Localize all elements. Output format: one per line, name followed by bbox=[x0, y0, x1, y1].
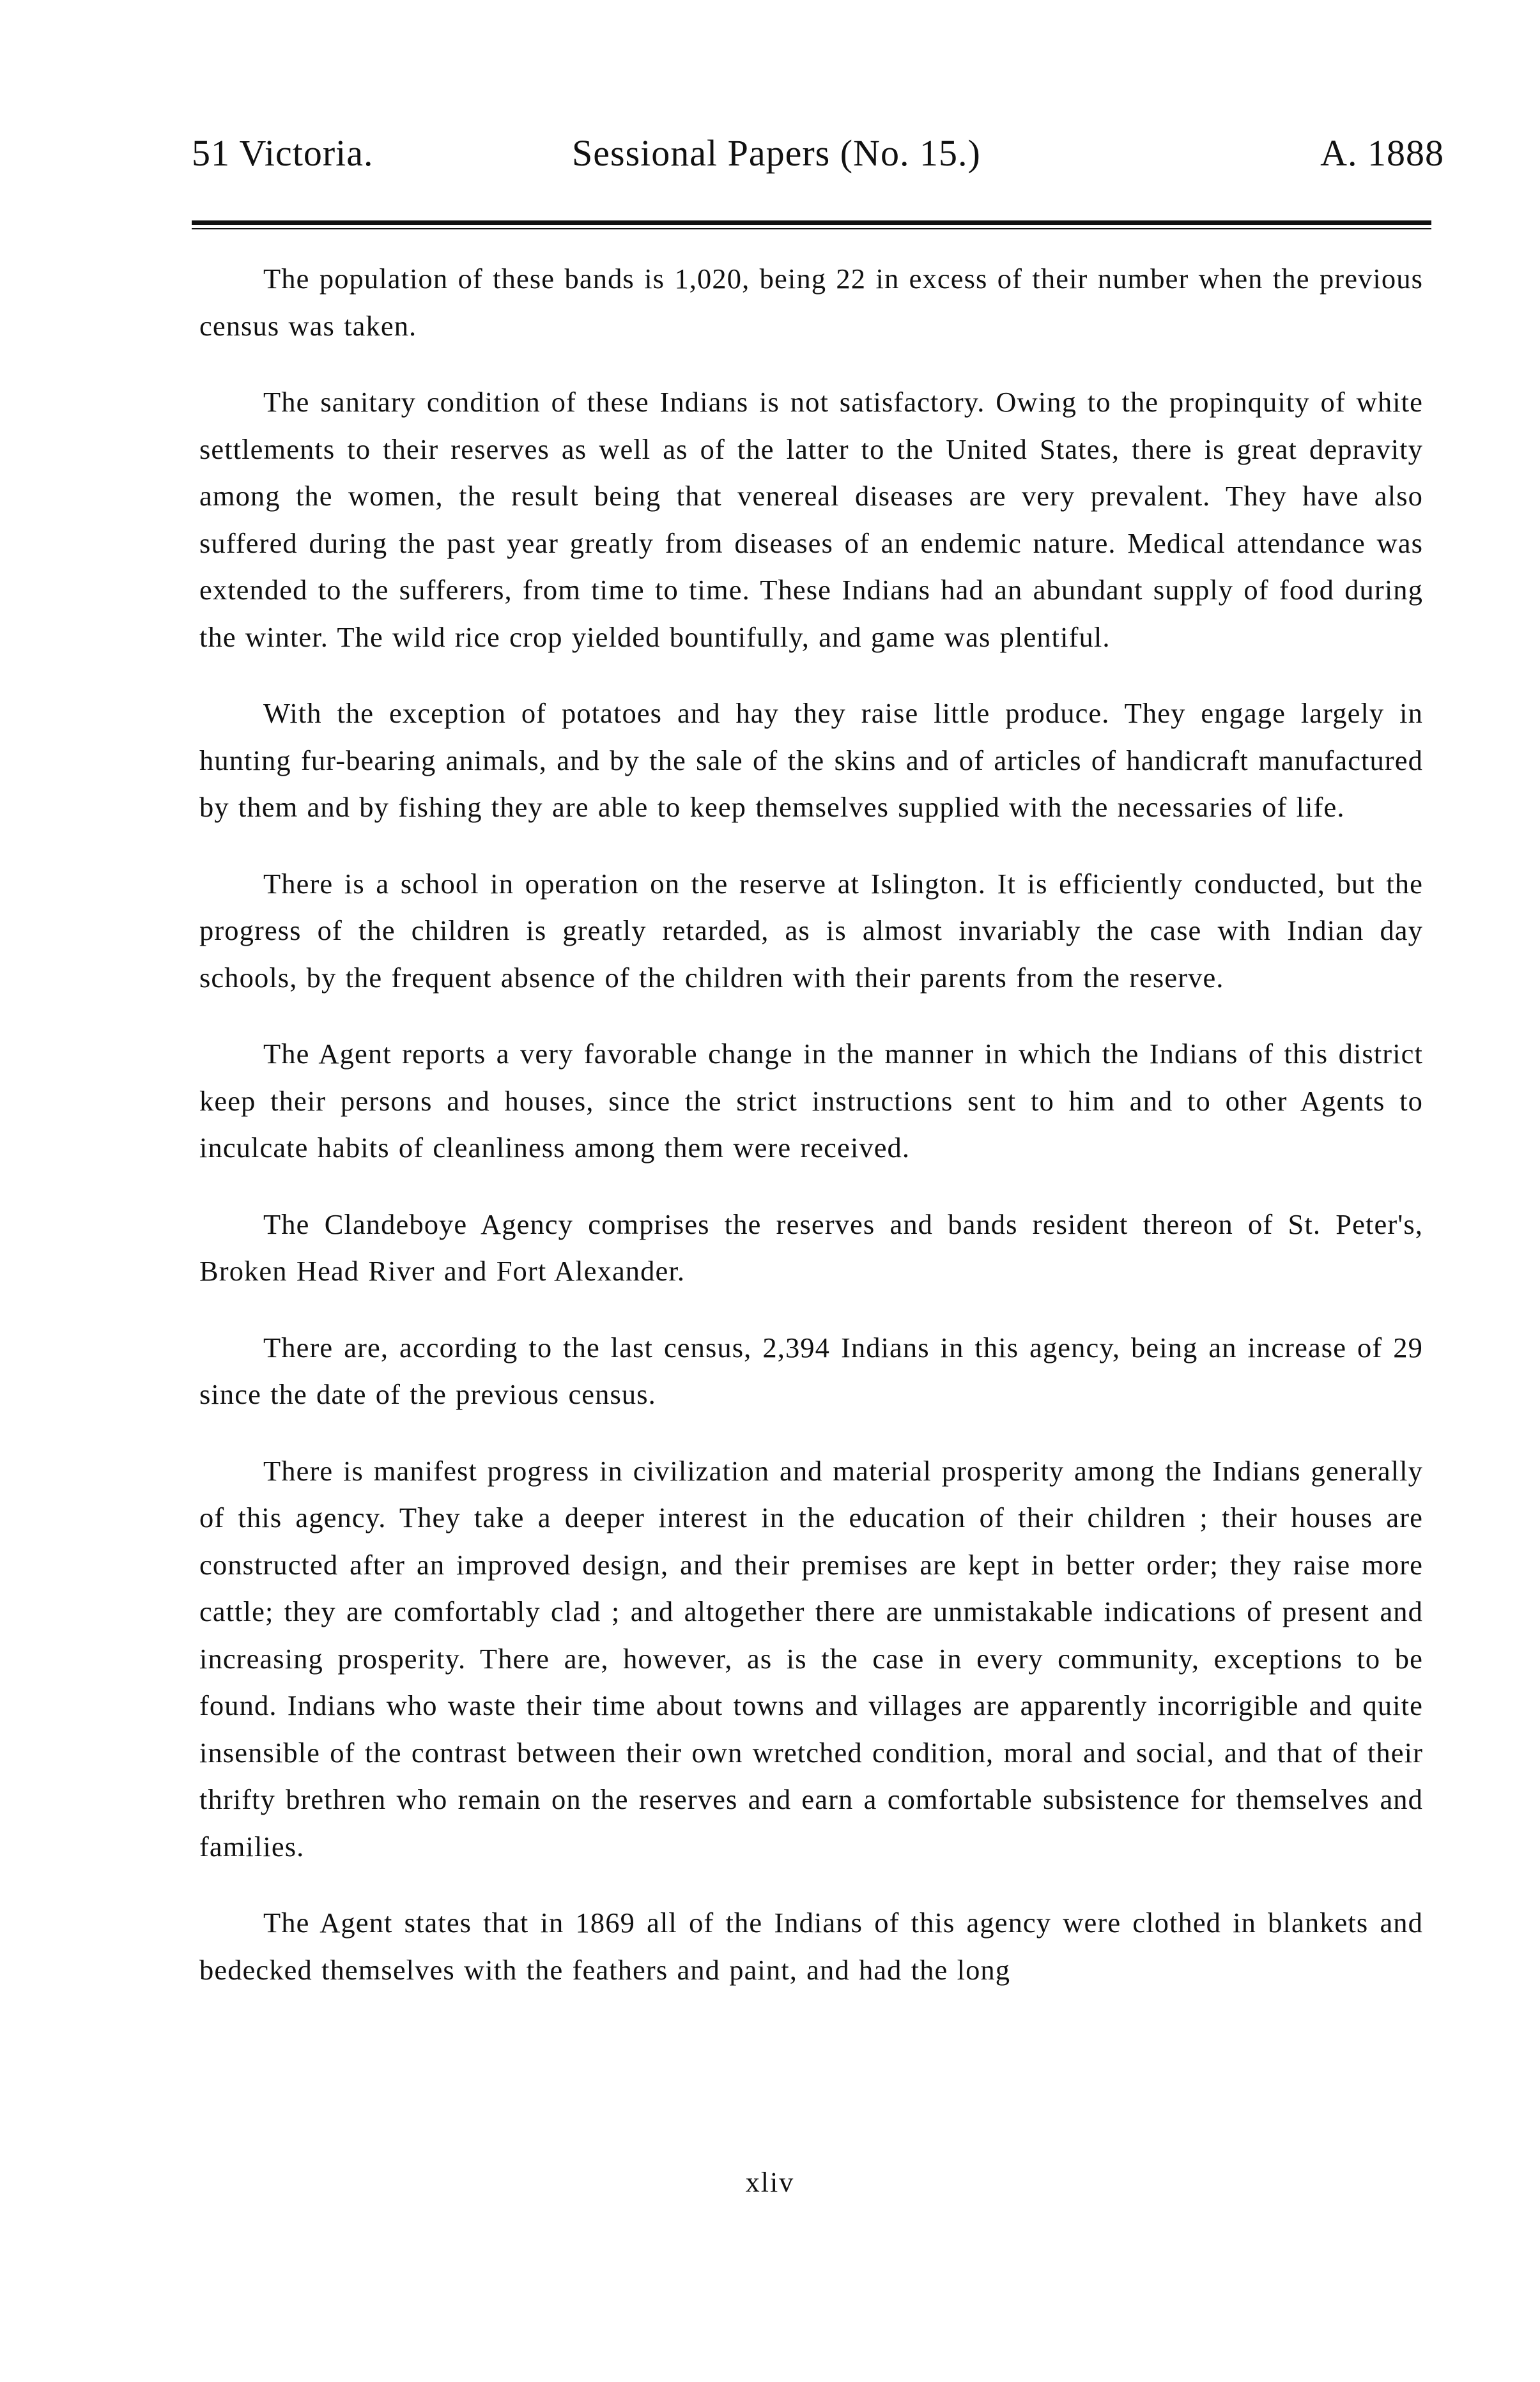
paragraph: The Clandeboye Agency comprises the reserves and bands resident thereon of St. Peter's, Broken Head River and Fort Alexander. bbox=[199, 1208, 1423, 1287]
header-year: A. 1888 bbox=[1320, 132, 1444, 174]
header-session: 51 Victoria. bbox=[192, 132, 374, 174]
paragraph: There is manifest progress in civilization and material prosperity among the Indians generally of this agency. They take a deeper interest in the education of their children ; their houses are constructed after an improved design, and their premises are kept in better order; they raise more cattle; they are comfortably clad ; and altogether there are unmistakable indications of present and increasing prosperity. There are, however, as is the case in every community, exceptions to be found. Indians who waste their time about towns and villages are apparently incorrigible and quite insensible of the contrast between their own wretched condition, moral and social, and that of their thrifty brethren who remain on the reserves and earn a comfortable subsistence for themselves and families. bbox=[199, 1454, 1423, 1863]
paragraph: The population of these bands is 1,020, being 22 in excess of their number when the previous census was taken. bbox=[199, 263, 1423, 342]
paragraph: The Agent states that in 1869 all of the Indians of this agency were clothed in blankets and bedecked themselves with the feathers and paint, and had the long bbox=[199, 1907, 1423, 1986]
header-rule-thick bbox=[192, 220, 1431, 225]
paragraph: The Agent reports a very favorable change in the manner in which the Indians of this district keep their persons and houses, since the strict instructions sent to him and to other Agents to inculcate habits of cleanliness among them were received. bbox=[199, 1038, 1423, 1164]
header-title: Sessional Papers (No. 15.) bbox=[572, 132, 981, 174]
body-text bbox=[199, 256, 1423, 1994]
header-rule-thin bbox=[192, 228, 1431, 229]
paragraph: With the exception of potatoes and hay they raise little produce. They engage largely in hunting fur-bearing animals, and by the sale of the skins and of articles of handicraft manufactured by them and by fishing they are able to keep themselves supplied with the necessaries of life. bbox=[199, 697, 1423, 823]
paragraph: The sanitary condition of these Indians is not satisfactory. Owing to the propinquity of white settlements to their reserves as well as of the latter to the United States, there is great depravity among the women, the result being that venereal diseases are very prevalent. They have also suffered during the past year greatly from diseases of an endemic nature. Medical attendance was extended to the sufferers, from time to time. These Indians had an abundant supply of food during the winter. The wild rice crop yielded bountifully, and game was plentiful. bbox=[199, 386, 1423, 653]
page-number: xliv bbox=[745, 2167, 795, 2198]
paragraph: There are, according to the last census, 2,394 Indians in this agency, being an increase of 29 since the date of the previous census. bbox=[199, 1331, 1423, 1410]
paragraph: There is a school in operation on the reserve at Islington. It is efficiently conducted, but the progress of the children is greatly retarded, as is almost invariably the case with Indian day schools, by the frequent absence of the children with their parents from the reserve. bbox=[199, 867, 1423, 994]
running-header bbox=[192, 128, 1444, 179]
